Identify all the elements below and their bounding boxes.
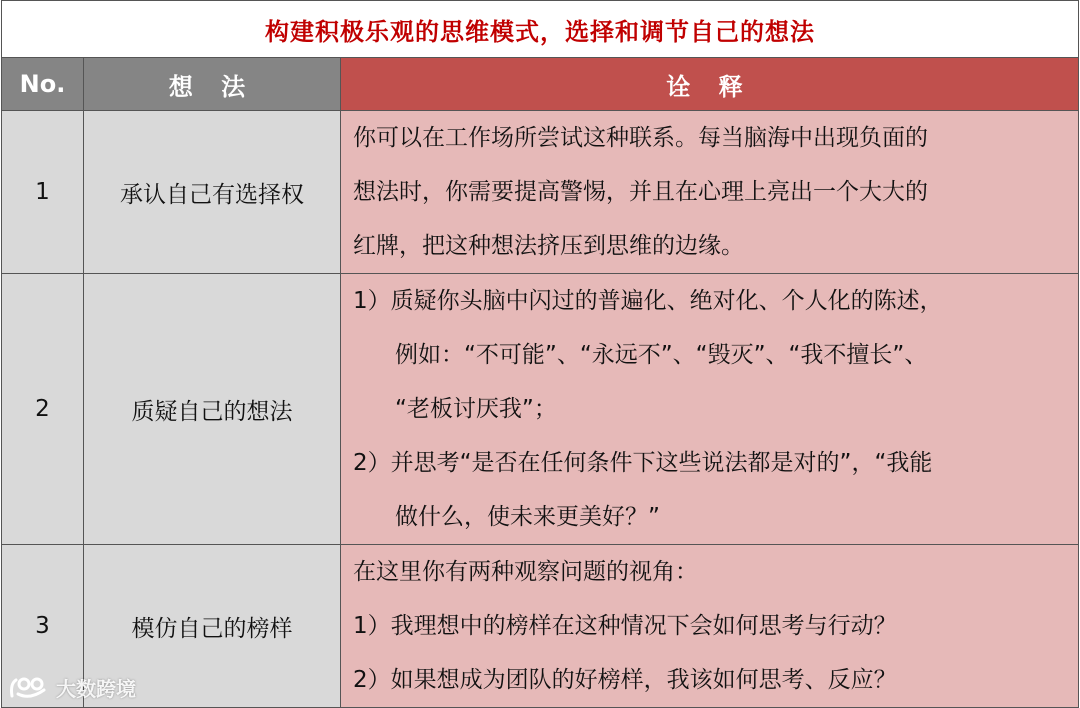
explanation-line: 1）质疑你头脑中闪过的普遍化、绝对化、个人化的陈述，: [353, 288, 943, 314]
header-row: [2, 58, 1079, 111]
header-explanation: 诠 释: [341, 58, 1079, 111]
explanation-line: 1）我理想中的榜样在这种情况下会如何思考与行动？: [353, 613, 897, 639]
thinking-pattern-table-container: [1, 0, 1078, 706]
watermark: [8, 672, 136, 702]
row-idea: 模仿自己的榜样: [84, 545, 341, 708]
explanation-line: 例如：“不可能”、“永远不”、“毁灭”、“我不擅长”、: [395, 342, 928, 368]
table-row: [2, 545, 1079, 708]
explanation-line: 2）如果想成为团队的好榜样，我该如何思考、反应？: [353, 667, 897, 693]
table-row: [2, 111, 1079, 274]
row-idea: 质疑自己的想法: [84, 274, 341, 545]
header-idea: 想 法: [84, 58, 341, 111]
explanation-line: 2）并思考“是否在任何条件下这些说法都是对的”，“我能: [353, 450, 933, 476]
explanation-line: 做什么，使未来更美好？”: [395, 504, 660, 530]
row-number: 3: [2, 545, 84, 708]
logo-icon: [8, 674, 52, 700]
row-idea: 承认自己有选择权: [84, 111, 341, 274]
watermark-text: 大数跨境: [56, 676, 136, 701]
row-explanation: [341, 274, 1079, 545]
row-explanation: [341, 545, 1079, 708]
explanation-line: 红牌，把这种想法挤压到思维的边缘。: [353, 233, 744, 259]
explanation-line: 你可以在工作场所尝试这种联系。每当脑海中出现负面的: [353, 125, 928, 151]
explanation-line: 想法时，你需要提高警惕，并且在心理上亮出一个大大的: [353, 179, 928, 205]
explanation-line: 在这里你有两种观察问题的视角：: [353, 559, 698, 585]
row-explanation: [341, 111, 1079, 274]
row-number: 1: [2, 111, 84, 274]
explanation-line: “老板讨厌我”；: [395, 396, 557, 422]
table-title: 构建积极乐观的思维模式，选择和调节自己的想法: [2, 1, 1079, 58]
thinking-pattern-table: [1, 0, 1079, 708]
table-row: [2, 274, 1079, 545]
header-no: No.: [2, 58, 84, 111]
row-number: 2: [2, 274, 84, 545]
title-row: [2, 1, 1079, 58]
